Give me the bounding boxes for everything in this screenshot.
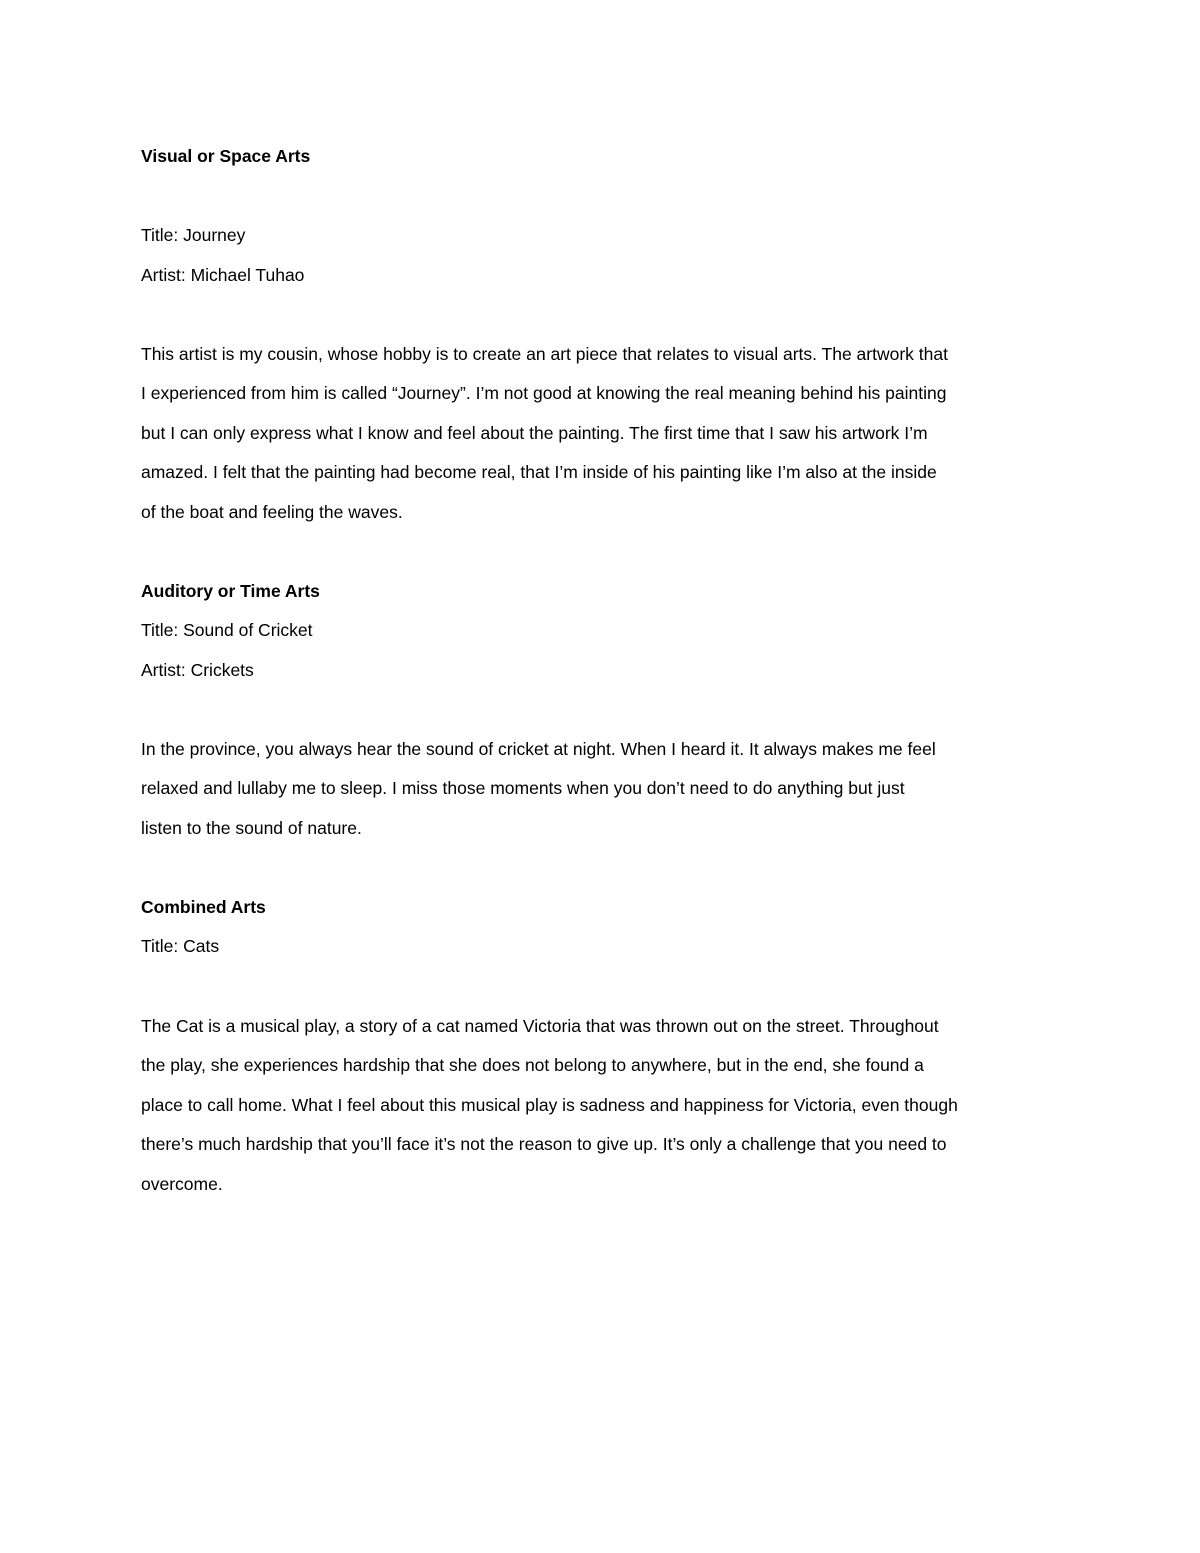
auditory-title: Title: Sound of Cricket bbox=[141, 620, 313, 640]
auditory-artist: Artist: Crickets bbox=[141, 660, 254, 680]
paragraph-line: The Cat is a musical play, a story of a cat named Victoria that was thrown out on the street. Throughout bbox=[141, 1016, 939, 1036]
paragraph-line: the play, she experiences hardship that she does not belong to anywhere, but in the end, she found a bbox=[141, 1055, 924, 1075]
paragraph-line: overcome. bbox=[141, 1174, 223, 1194]
paragraph-line: but I can only express what I know and feel about the painting. The first time that I saw his artwork I’m bbox=[141, 423, 928, 443]
paragraph-line: In the province, you always hear the sound of cricket at night. When I heard it. It always makes me feel bbox=[141, 739, 936, 759]
paragraph-line: place to call home. What I feel about this musical play is sadness and happiness for Victoria, even though bbox=[141, 1095, 958, 1115]
paragraph-line: listen to the sound of nature. bbox=[141, 818, 362, 838]
section-heading-combined: Combined Arts bbox=[141, 897, 266, 917]
visual-title: Title: Journey bbox=[141, 225, 246, 245]
paragraph-line: relaxed and lullaby me to sleep. I miss those moments when you don’t need to do anything but just bbox=[141, 778, 905, 798]
section-heading-auditory: Auditory or Time Arts bbox=[141, 581, 320, 601]
visual-artist: Artist: Michael Tuhao bbox=[141, 265, 305, 285]
paragraph-line: I experienced from him is called “Journey”. I’m not good at knowing the real meaning behind his painting bbox=[141, 383, 947, 403]
paragraph-line: amazed. I felt that the painting had become real, that I’m inside of his painting like I’m also at the inside bbox=[141, 462, 937, 482]
section-heading-visual: Visual or Space Arts bbox=[141, 146, 311, 166]
paragraph-line: of the boat and feeling the waves. bbox=[141, 502, 403, 522]
paragraph-line: there’s much hardship that you’ll face it’s not the reason to give up. It’s only a challenge that you need to bbox=[141, 1134, 947, 1154]
paragraph-line: This artist is my cousin, whose hobby is to create an art piece that relates to visual arts. The artwork that bbox=[141, 344, 948, 364]
combined-title: Title: Cats bbox=[141, 936, 220, 956]
